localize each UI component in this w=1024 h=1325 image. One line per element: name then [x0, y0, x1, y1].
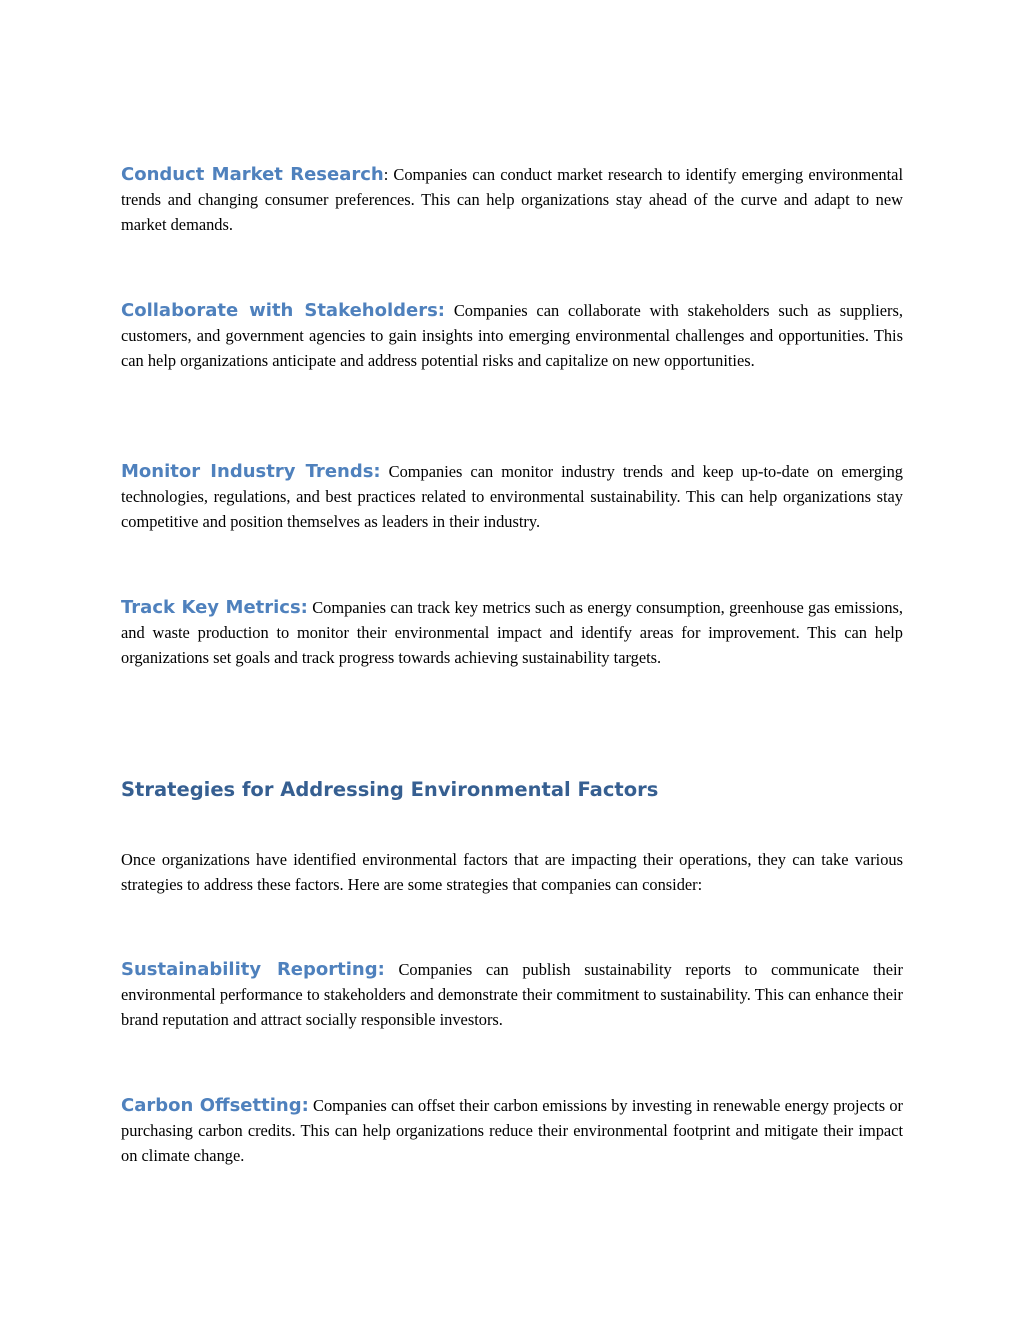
strategies-heading: Strategies for Addressing Environmental Factors: [121, 778, 659, 801]
section-lead: Track Key Metrics:: [121, 597, 308, 618]
section-lead: Conduct Market Research: [121, 164, 384, 185]
section-lead: Monitor Industry Trends:: [121, 461, 381, 482]
section-collaborate-with-stakeholders: [121, 298, 903, 373]
strategy-body: Companies can offset their carbon emissions by investing in renewable energy projects or purchasing carbon credits. This can help organizations reduce their environmental footprint and mitigate their impact on climate change.: [121, 1096, 903, 1165]
section-conduct-market-research: [121, 162, 903, 237]
section-body: Companies can track key metrics such as energy consumption, greenhouse gas emissions, and waste production to monitor their environmental impact and identify areas for improvement. This can help organizations set goals and track progress towards achieving sustainability targets.: [121, 598, 903, 667]
strategy-sustainability-reporting: [121, 957, 903, 1032]
document-page: [121, 0, 903, 1325]
strategy-lead: Sustainability Reporting:: [121, 959, 385, 980]
strategies-intro: Once organizations have identified environmental factors that are impacting their operations, they can take various strategies to address these factors. Here are some strategies that companies can consider:: [121, 850, 903, 894]
strategy-carbon-offsetting: [121, 1093, 903, 1168]
section-body: Companies can monitor industry trends and keep up-to-date on emerging technologies, regulations, and best practices related to environmental sustainability. This can help organizations stay competitive and position themselves as leaders in their industry.: [121, 462, 904, 531]
section-body: Companies can conduct market research to identify emerging environmental trends and changing consumer preferences. This can help organizations stay ahead of the curve and adapt to new market demands.: [121, 165, 903, 234]
section-track-key-metrics: [121, 595, 903, 670]
strategy-body: Companies can publish sustainability reports to communicate their environmental performance to stakeholders and demonstrate their commitment to sustainability. This can enhance their brand reputation and attract socially responsible investors.: [121, 960, 903, 1029]
section-body: Companies can collaborate with stakeholders such as suppliers, customers, and government agencies to gain insights into emerging environmental challenges and opportunities. This can help organizations anticipate and address potential risks and capitalize on new opportunities.: [121, 301, 903, 370]
strategy-lead: Carbon Offsetting:: [121, 1095, 309, 1116]
section-lead: Collaborate with Stakeholders:: [121, 300, 446, 321]
section-separator: :: [383, 165, 389, 184]
section-monitor-industry-trends: [121, 459, 903, 534]
